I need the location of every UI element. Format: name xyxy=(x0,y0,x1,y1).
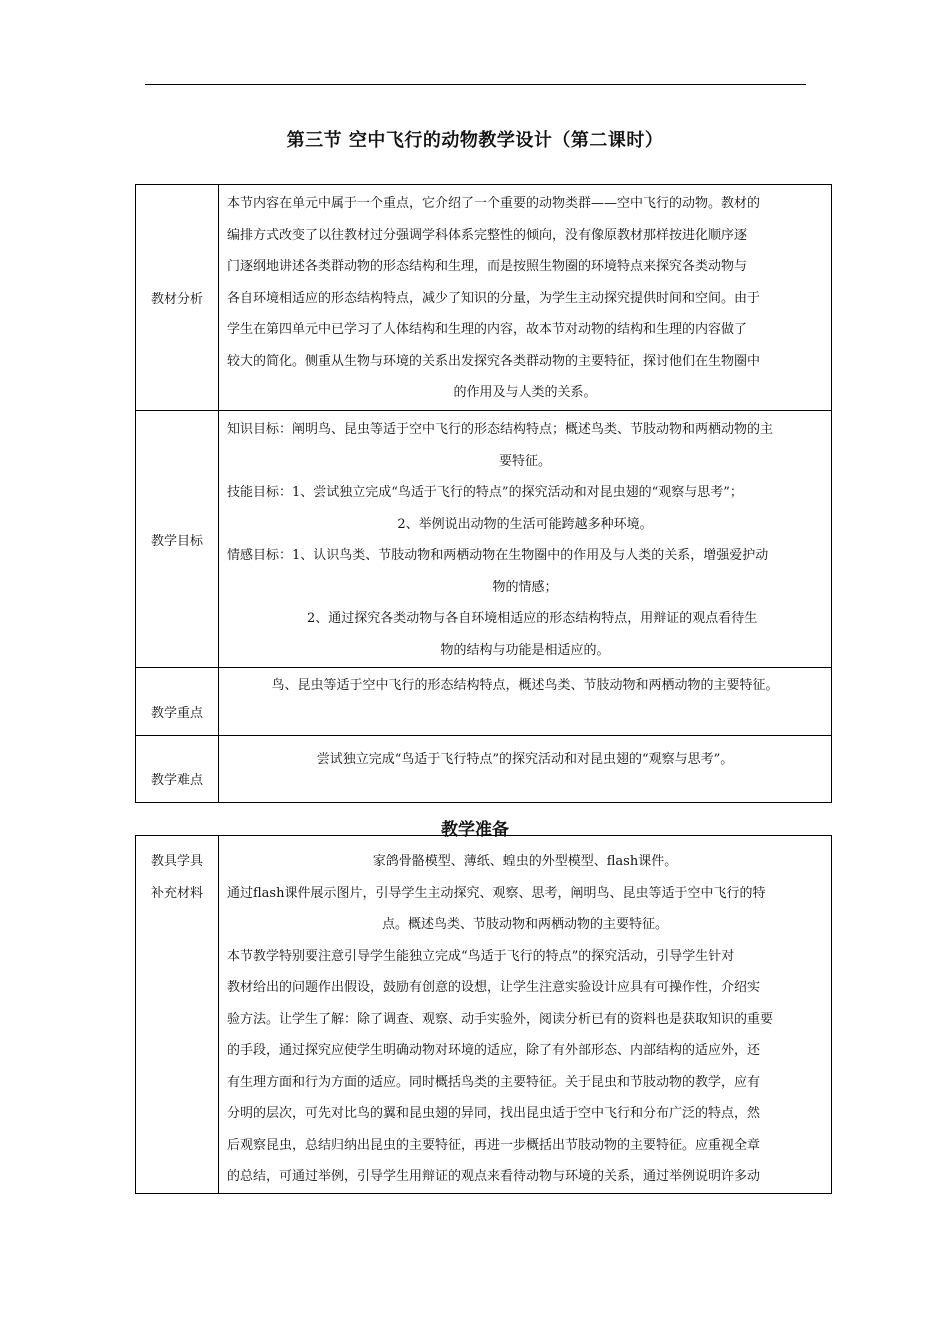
table-row xyxy=(136,836,832,1194)
row-label: 教学目标 xyxy=(136,411,219,668)
header-rule xyxy=(145,84,806,85)
text-line: 学生在第四单元中已学习了人体结构和生理的内容，故本节对动物的结构和生理的内容做了 xyxy=(227,322,748,338)
row-content xyxy=(219,736,832,803)
lesson-table xyxy=(135,184,832,803)
text-line: 尝试独立完成“鸟适于飞行特点”的探究活动和对昆虫翅的“观察与思考”。 xyxy=(316,752,734,767)
text-line: 情感目标：1、认识鸟类、节肢动物和两栖动物在生物圈中的作用及与人类的关系，增强爱护动 xyxy=(227,548,769,563)
row-label: 教材分析 xyxy=(136,185,219,411)
text-line: 技能目标：1、尝试独立完成“鸟适于飞行的特点”的探究活动和对昆虫翅的“观察与思考”； xyxy=(227,485,743,500)
text-line: 物的结构与功能是相适应的。 xyxy=(440,642,610,658)
text-line: 后观察昆虫，总结归纳出昆虫的主要特征，再进一步概括出节肢动物的主要特征。应重视全章 xyxy=(227,1137,761,1153)
text-line: 的总结，可通过举例，引导学生用辩证的观点来看待动物与环境的关系，通过举例说明许多动 xyxy=(227,1169,761,1184)
text-line: 本节教学特别要注意引导学生能独立完成“鸟适于飞行的特点”的探究活动，引导学生针对 xyxy=(227,948,735,964)
table-row xyxy=(136,668,832,736)
text-line: 较大的简化。侧重从生物与环境的关系出发探究各类群动物的主要特征，探讨他们在生物圈中 xyxy=(227,353,761,369)
text-line: 分明的层次，可先对比鸟的翼和昆虫翅的异同，找出昆虫适于空中飞行和分布广泛的特点，然 xyxy=(227,1106,761,1121)
row-label xyxy=(136,836,219,1194)
row-content xyxy=(219,836,832,1194)
row-label: 教学重点 xyxy=(136,668,219,736)
text-line: 各自环境相适应的形态结构特点，减少了知识的分量，为学生主动探究提供时间和空间。由于 xyxy=(227,290,761,306)
text-line: 验方法。让学生了解：除了调查、观察、动手实验外，阅读分析已有的资料也是获取知识的重要 xyxy=(227,1011,774,1027)
text-line: 本节内容在单元中属于一个重点，它介绍了一个重要的动物类群——空中飞行的动物。教材的 xyxy=(227,196,761,212)
prep-table xyxy=(135,835,832,1194)
section-heading: 教学准备 xyxy=(441,820,509,840)
row-content xyxy=(219,185,832,411)
text-line: 的作用及与人类的关系。 xyxy=(453,385,597,401)
text-line: 要特征。 xyxy=(498,453,551,469)
row-content xyxy=(219,411,832,668)
text-line: 有生理方面和行为方面的适应。同时概括鸟类的主要特征。关于昆虫和节肢动物的教学，应有 xyxy=(227,1074,761,1090)
text-line: 知识目标：阐明鸟、昆虫等适于空中飞行的形态结构特点；概述鸟类、节肢动物和两栖动物的主 xyxy=(227,422,774,437)
table-row xyxy=(136,411,832,668)
text-line: 鸟、昆虫等适于空中飞行的形态结构特点，概述鸟类、节肢动物和两栖动物的主要特征。 xyxy=(271,678,779,693)
text-line: 物的情感； xyxy=(492,579,558,595)
text-line: 通过flash课件展示图片，引导学生主动探究、观察、思考，阐明鸟、昆虫等适于空中飞行的特 xyxy=(227,885,766,901)
text-line: 2、通过探究各类动物与各自环境相适应的形态结构特点，用辩证的观点看待生 xyxy=(307,611,758,626)
page-title: 第三节 空中飞行的动物教学设计（第二课时） xyxy=(286,130,664,151)
label-line: 教具学具 xyxy=(150,854,203,869)
text-line: 教材给出的问题作出假设，鼓励有创意的设想，让学生注意实验设计应具有可操作性，介绍实 xyxy=(227,980,761,995)
row-content xyxy=(219,668,832,736)
text-line: 的手段，通过探究应使学生明确动物对环境的适应，除了有外部形态、内部结构的适应外，还 xyxy=(227,1043,761,1058)
table-row xyxy=(136,736,832,803)
label-line: 补充材料 xyxy=(150,885,203,901)
text-line: 门逐纲地讲述各类群动物的形态结构和生理，而是按照生物圈的环境特点来探究各类动物与 xyxy=(227,259,748,275)
row-label: 教学难点 xyxy=(136,736,219,803)
text-line: 编排方式改变了以往教材过分强调学科体系完整性的倾向，没有像原教材那样按进化顺序逐 xyxy=(227,227,748,243)
text-line: 点。概述鸟类、节肢动物和两栖动物的主要特征。 xyxy=(381,917,668,932)
table-row xyxy=(136,185,832,411)
text-line: 家鸽骨骼模型、薄纸、蝗虫的外型模型、flash课件。 xyxy=(372,854,678,869)
text-line: 2、举例说出动物的生活可能跨越多种环境。 xyxy=(397,516,653,532)
